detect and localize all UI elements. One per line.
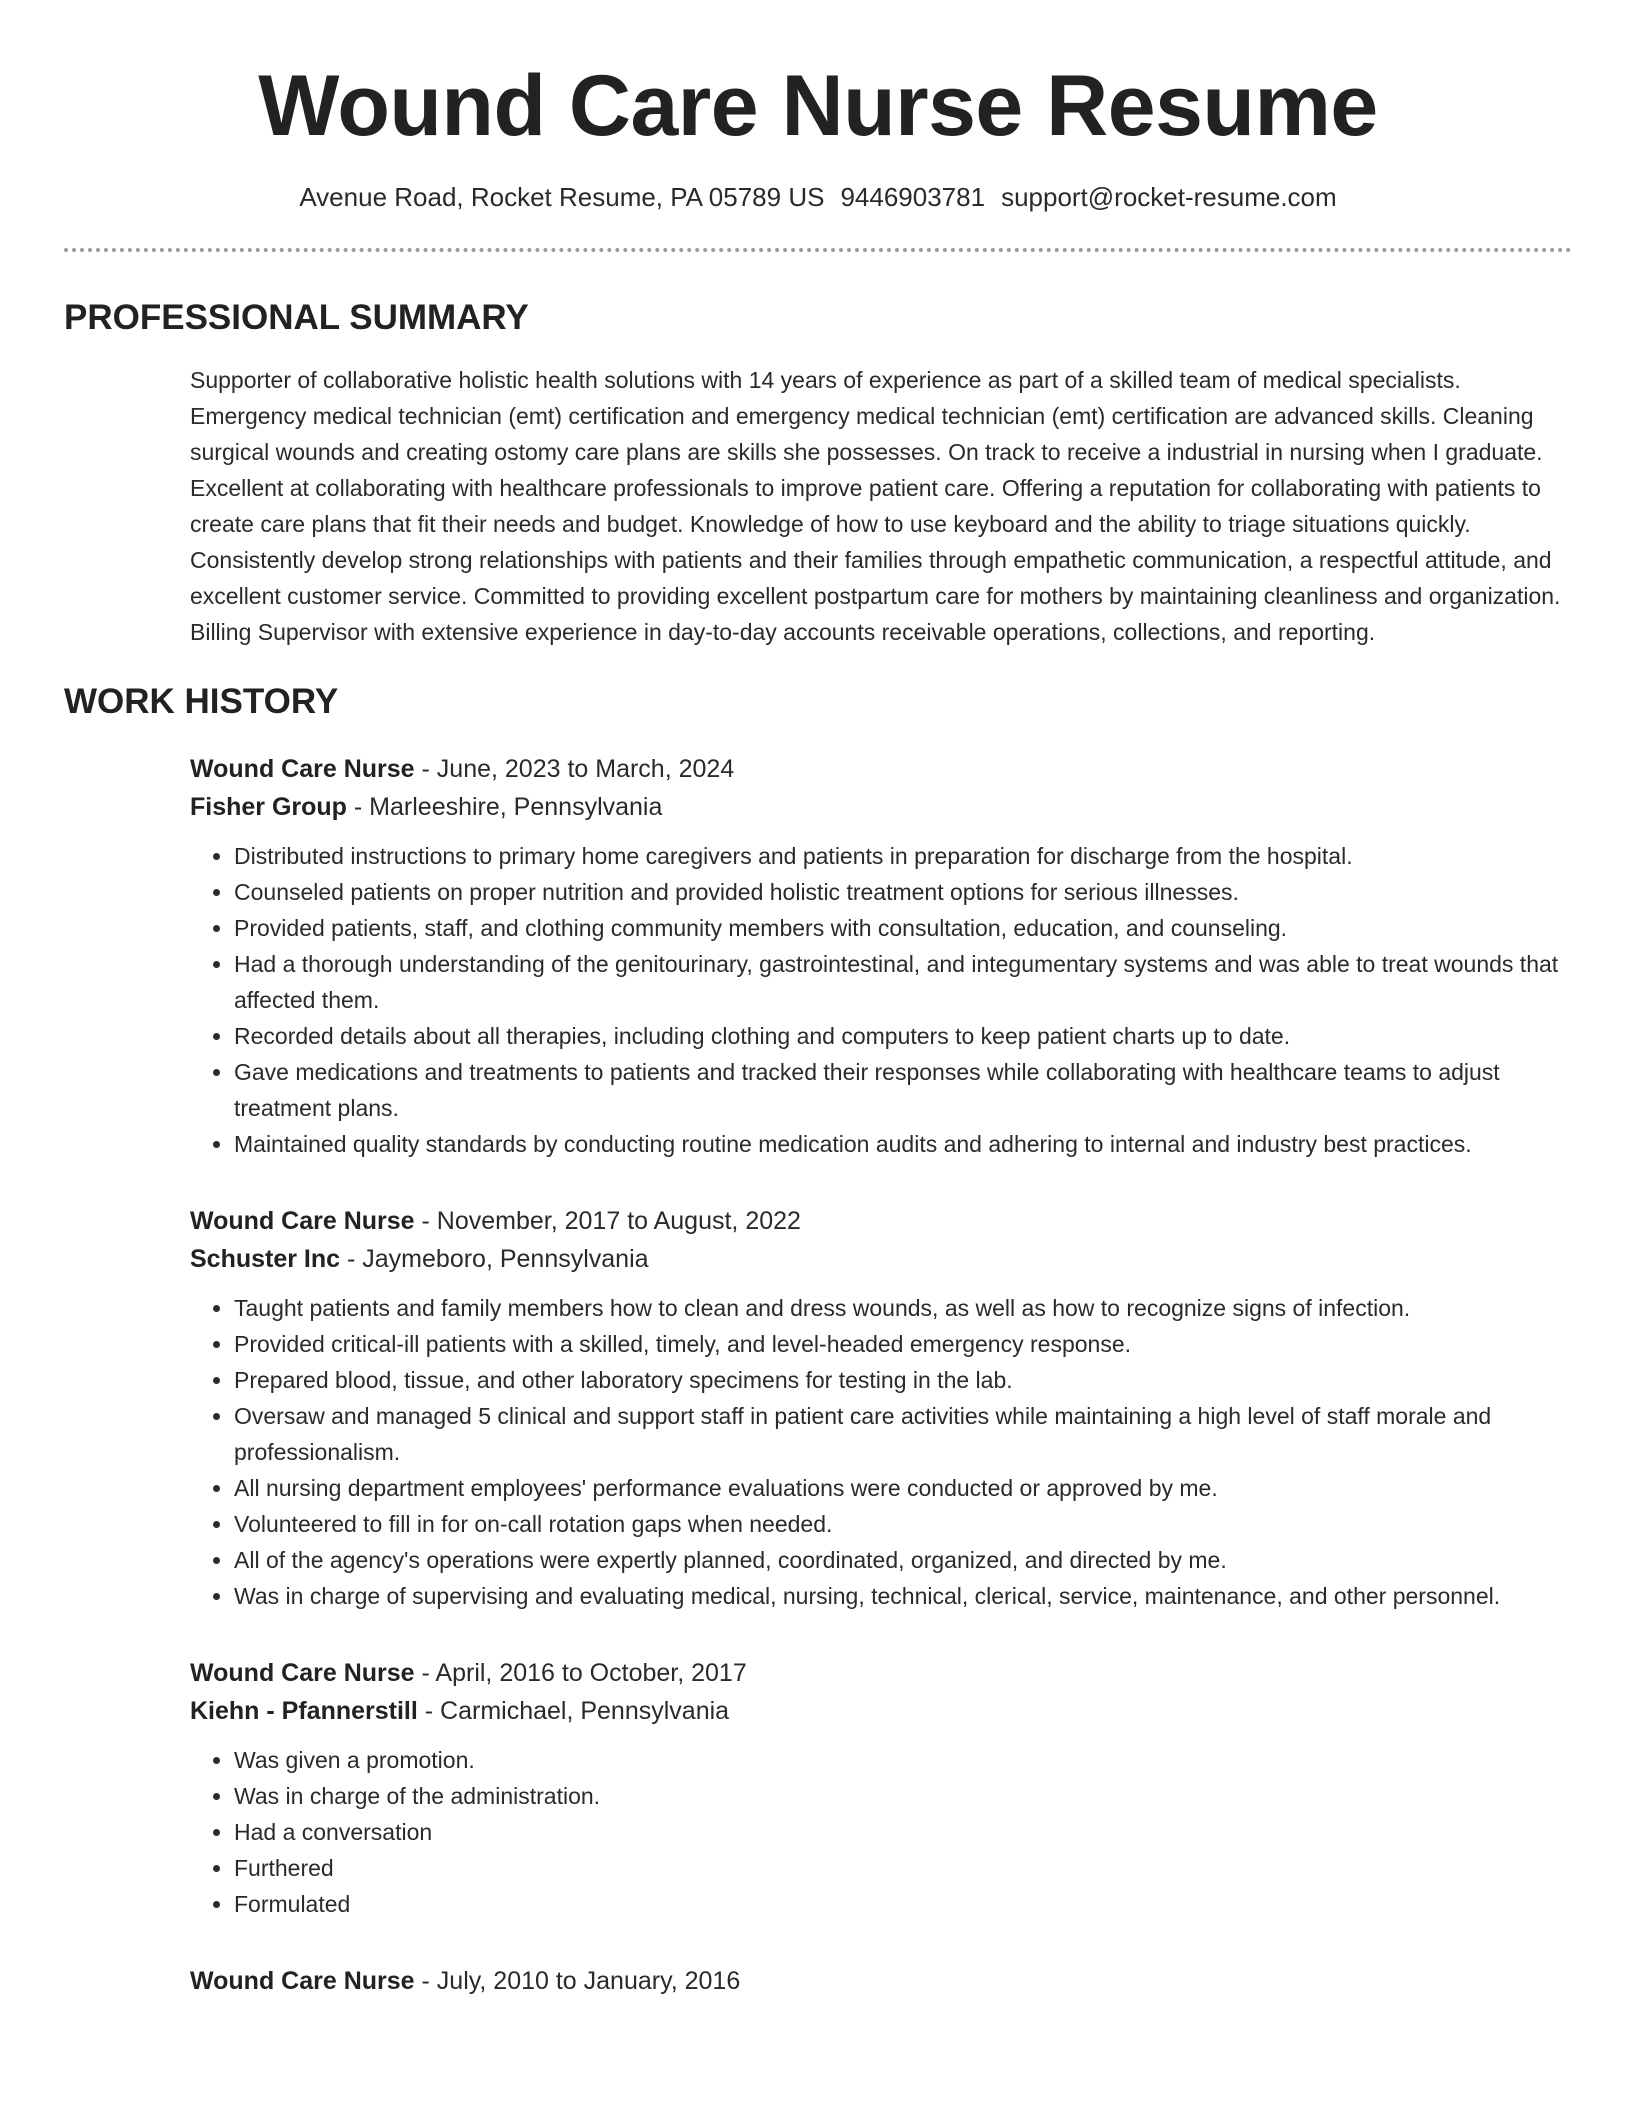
job-bullet: • Volunteered to fill in for on-call rotation gaps when needed.	[234, 1506, 1572, 1542]
job-bullet: • Was in charge of the administration.	[234, 1778, 1572, 1814]
job-bullet: • Taught patients and family members how to clean and dress wounds, as well as how to recognize signs of infection.	[234, 1290, 1572, 1326]
job-bullet: • Provided patients, staff, and clothing community members with consultation, education, and counseling.	[234, 910, 1572, 946]
job-title-line	[190, 1202, 1572, 1240]
job-entry	[190, 1962, 1572, 2000]
job-bullet: • Formulated	[234, 1886, 1572, 1922]
job-title-line	[190, 1962, 1572, 2000]
job-bullet: • Furthered	[234, 1850, 1572, 1886]
job-title: Wound Care Nurse	[190, 1967, 415, 1995]
job-bullet: • Provided critical-ill patients with a skilled, timely, and level-headed emergency response.	[234, 1326, 1572, 1362]
job-company: Fisher Group	[190, 793, 347, 821]
job-bullet: • Had a conversation	[234, 1814, 1572, 1850]
work-history-heading: WORK HISTORY	[64, 682, 339, 721]
job-title-line	[190, 750, 1572, 788]
job-bullet: • Distributed instructions to primary home caregivers and patients in preparation for discharge from the hospital.	[234, 838, 1572, 874]
job-company-line	[190, 1240, 1572, 1278]
contact-phone: 9446903781	[840, 182, 986, 212]
job-entry	[190, 1202, 1572, 1614]
summary-text: Supporter of collaborative holistic health solutions with 14 years of experience as part of a skilled team of medical specialists. Emergency medical technician (emt) certification and emergency medical technician (emt) certification are advanced skills. Cleaning surgical wounds and creating ostomy care plans are skills she possesses. On track to receive a industrial in nursing when I graduate. Excellent at collaborating with healthcare professionals to improve patient care. Offering a reputation for collaborating with patients to create care plans that fit their needs and budget. Knowledge of how to use keyboard and the ability to triage situations quickly. Consistently develop strong relationships with patients and their families through empathetic communication, a respectful attitude, and excellent customer service. Committed to providing excellent postpartum care for mothers by maintaining cleanliness and organization. Billing Supervisor with extensive experience in day-to-day accounts receivable operations, collections, and reporting.	[190, 367, 1561, 645]
job-bullet: • Maintained quality standards by conducting routine medication audits and adhering to internal and industry best practices.	[234, 1126, 1572, 1162]
job-bullet: • Was given a promotion.	[234, 1742, 1572, 1778]
job-location: - Jaymeboro, Pennsylvania	[340, 1245, 649, 1273]
job-entry	[190, 1654, 1572, 1922]
job-title: Wound Care Nurse	[190, 755, 415, 783]
job-bullet: • Was in charge of supervising and evaluating medical, nursing, technical, clerical, service, maintenance, and other personnel.	[234, 1578, 1572, 1614]
job-company-line	[190, 788, 1572, 826]
job-bullet: • All nursing department employees' performance evaluations were conducted or approved by me.	[234, 1470, 1572, 1506]
job-bullet: • Gave medications and treatments to patients and tracked their responses while collaborating with healthcare teams to adjust treatment plans.	[234, 1054, 1572, 1126]
header-divider	[64, 248, 1572, 252]
summary-section	[190, 362, 1572, 650]
job-bullet: • Counseled patients on proper nutrition and provided holistic treatment options for serious illnesses.	[234, 874, 1572, 910]
job-bullet: • All of the agency's operations were expertly planned, coordinated, organized, and directed by me.	[234, 1542, 1572, 1578]
job-bullet: • Oversaw and managed 5 clinical and support staff in patient care activities while maintaining a high level of staff morale and professionalism.	[234, 1398, 1572, 1470]
job-bullet: • Recorded details about all therapies, including clothing and computers to keep patient charts up to date.	[234, 1018, 1572, 1054]
job-bullets	[190, 838, 1572, 1162]
contact-email: support@rocket-resume.com	[1001, 182, 1337, 212]
job-location: - Carmichael, Pennsylvania	[417, 1697, 730, 1725]
job-company: Schuster Inc	[190, 1245, 341, 1273]
contact-address: Avenue Road, Rocket Resume, PA 05789 US	[299, 182, 825, 212]
job-bullets	[190, 1290, 1572, 1614]
resume-title: Wound Care Nurse Resume	[258, 58, 1378, 154]
resume-page	[64, 0, 1572, 2000]
job-bullet: • Prepared blood, tissue, and other laboratory specimens for testing in the lab.	[234, 1362, 1572, 1398]
job-entry	[190, 750, 1572, 1162]
job-dates: - June, 2023 to March, 2024	[414, 755, 735, 783]
job-bullet: • Had a thorough understanding of the genitourinary, gastrointestinal, and integumentary systems and was able to treat wounds that affected them.	[234, 946, 1572, 1018]
summary-heading: PROFESSIONAL SUMMARY	[64, 298, 529, 337]
job-company-line	[190, 1692, 1572, 1730]
contact-line	[64, 180, 1572, 214]
job-dates: - July, 2010 to January, 2016	[414, 1967, 741, 1995]
job-dates: - November, 2017 to August, 2022	[414, 1207, 801, 1235]
job-company: Kiehn - Pfannerstill	[190, 1697, 418, 1725]
job-title: Wound Care Nurse	[190, 1659, 415, 1687]
job-title-line	[190, 1654, 1572, 1692]
job-dates: - April, 2016 to October, 2017	[414, 1659, 747, 1687]
job-title: Wound Care Nurse	[190, 1207, 415, 1235]
job-bullets	[190, 1742, 1572, 1922]
work-history-section	[190, 750, 1572, 2000]
job-location: - Marleeshire, Pennsylvania	[346, 793, 663, 821]
